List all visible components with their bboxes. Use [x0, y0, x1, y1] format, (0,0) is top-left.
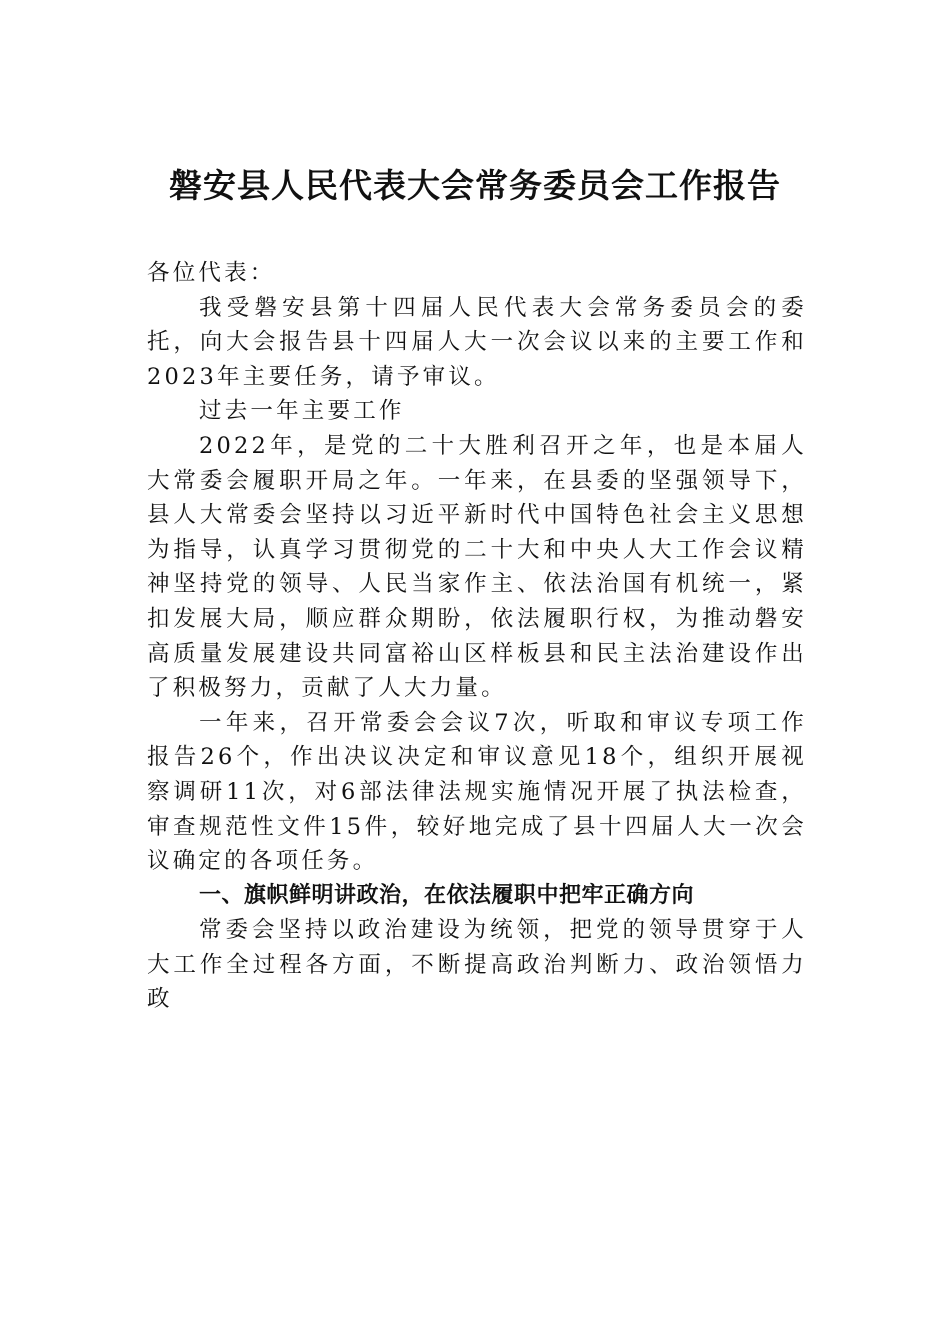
subheading-past-year: 过去一年主要工作 — [199, 398, 405, 425]
paragraph-section-1: 常委会坚持以政治建设为统领，把党的领导贯穿于人大工作全过程各方面，不断提高政治判断力、政治领悟力政 — [147, 917, 807, 1013]
paragraph-intro: 我受磐安县第十四届人民代表大会常务委员会的委托，向大会报告县十四届人大一次会议以来的主要工作和2023年主要任务，请予审议。 — [147, 294, 807, 390]
document-title: 磐安县人民代表大会常务委员会工作报告 — [169, 166, 781, 205]
paragraph-overview: 2022年，是党的二十大胜利召开之年，也是本届人大常委会履职开局之年。一年来，在县委的坚强领导下，县人大常委会坚持以习近平新时代中国特色社会主义思想为指导，认真学习贯彻党的二十大和中央人大工作会议精神坚持党的领导、人民当家作主、依法治国有机统一，紧扣发展大局，顺应群众期盼，依法履职行权，为推动磐安高质量发展建设共同富裕山区样板县和民主法治建设作出了积极努力，贡献了人大力量。 — [147, 432, 807, 702]
salutation: 各位代表： — [147, 260, 276, 286]
paragraph-statistics: 一年来，召开常委会会议7次，听取和审议专项工作报告26个，作出决议决定和审议意见18个，组织开展视察调研11次，对6部法律法规实施情况开展了执法检查，审查规范性文件15件，较好地完成了县十四届人大一次会议确定的各项任务。 — [147, 709, 807, 875]
document-body — [147, 256, 807, 1017]
section-heading-1: 一、旗帜鲜明讲政治，在依法履职中把牢正确方向 — [199, 882, 695, 908]
